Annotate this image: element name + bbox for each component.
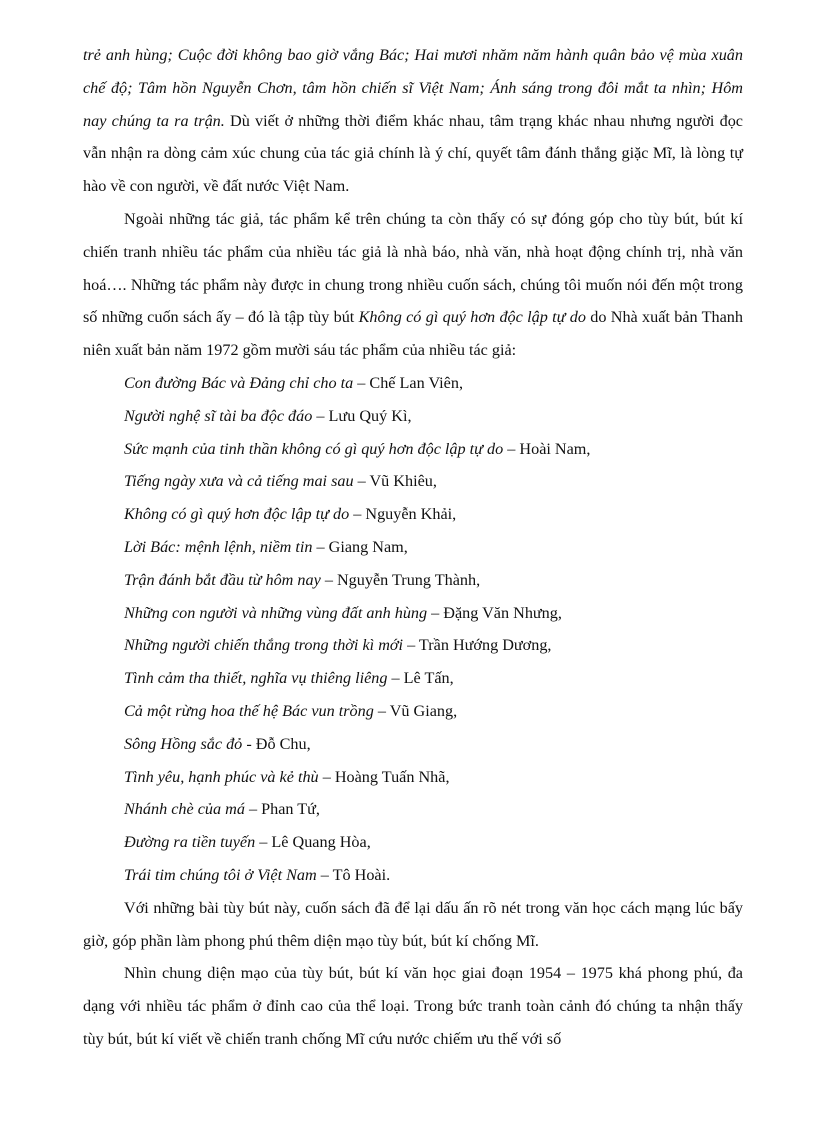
list-item: [83, 564, 743, 597]
work-title: Trái tim chúng tôi ở Việt Nam: [124, 865, 317, 884]
italic-work-titles: trẻ anh hùng; Cuộc đời không bao giờ vắng Bác; Hai mươi nhăm năm hành quân bảo vệ mùa xuân chế độ; Tâm hồn Nguyễn Chơn, tâm hồn chiến sĩ Việt Nam; Ánh sáng trong đôi mắt ta nhìn; Hôm nay chúng ta ra trận.: [83, 46, 743, 130]
work-title: Sức mạnh của tinh thần không có gì quý hơn độc lập tự do: [124, 439, 504, 458]
book-title: Không có gì quý hơn độc lập tự do: [358, 308, 586, 327]
work-title: Tình yêu, hạnh phúc và kẻ thù: [124, 767, 319, 786]
paragraph-overview: Nhìn chung diện mạo của tùy bút, bút kí văn học giai đoạn 1954 – 1975 khá phong phú, đa dạng với nhiều tác phẩm ở đỉnh cao của thể loại. Trong bức tranh toàn cảnh đó chúng ta nhận thấy tùy bút, bút kí viết về chiến tranh chống Mĩ cứu nước chiếm ưu thế với số: [83, 964, 743, 1048]
paragraph-works-continuation: [83, 39, 743, 203]
paragraph-text: do Nhà xuất bản Thanh niên xuất bản năm 1972 gồm mười sáu tác phẩm của nhiều tác giả:: [83, 308, 743, 360]
paragraph-text: Dù viết ở những thời điểm khác nhau, tâm trạng khác nhau nhưng người đọc vẫn nhận ra dòng cảm xúc chung của tác giả chính là ý chí, quyết tâm đánh thắng giặc Mĩ, là lòng tự hào về con người, về đất nước Việt Nam.: [83, 111, 743, 196]
work-author: – Lê Tấn,: [387, 669, 454, 688]
work-title: Đường ra tiền tuyến: [124, 833, 256, 852]
list-item: [83, 531, 743, 564]
list-item: [83, 826, 743, 859]
work-author: – Lưu Quý Kì,: [312, 406, 412, 425]
work-author: – Trần Hướng Dương,: [403, 636, 552, 655]
work-title: Sông Hồng sắc đỏ: [124, 734, 243, 753]
work-title: Tiếng ngày xưa và cả tiếng mai sau: [124, 472, 354, 491]
work-title: Tình cảm tha thiết, nghĩa vụ thiêng liêng: [124, 669, 388, 688]
work-title: Cả một rừng hoa thế hệ Bác vun trồng: [124, 701, 374, 720]
list-item: [83, 662, 743, 695]
list-item: [83, 597, 743, 630]
list-item: [83, 367, 743, 400]
work-author: – Chế Lan Viên,: [353, 373, 463, 392]
work-author: – Hoài Nam,: [503, 439, 591, 458]
work-title: Nhánh chè của má: [124, 800, 245, 819]
work-title: Lời Bác: mệnh lệnh, niềm tin: [124, 537, 313, 556]
paragraph-text: Ngoài những tác giả, tác phẩm kể trên chúng ta còn thấy có sự đóng góp cho tùy bút, bút kí chiến tranh nhiều tác phẩm của nhiều tác giả là nhà báo, nhà văn, nhà hoạt động chính trị, nhà văn hoá…. Những tác phẩm này được in chung trong nhiều cuốn sách, chúng tôi muốn nói đến một trong số những cuốn sách ấy – đó là tập tùy bút: [83, 209, 743, 327]
works-list: [83, 367, 743, 892]
work-title: Những con người và những vùng đất anh hùng: [124, 603, 428, 622]
work-author: – Giang Nam,: [312, 537, 408, 556]
work-title: Những người chiến thắng trong thời kì mới: [124, 636, 404, 655]
document-page: [83, 39, 743, 1056]
work-title: Trận đánh bắt đầu từ hôm nay: [124, 570, 321, 589]
work-author: - Đỗ Chu,: [242, 734, 311, 753]
work-title: Không có gì quý hơn độc lập tự do: [124, 505, 350, 524]
list-item: [83, 695, 743, 728]
list-item: [83, 498, 743, 531]
list-item: [83, 465, 743, 498]
work-author: – Nguyễn Khải,: [349, 505, 457, 524]
work-author: – Hoàng Tuấn Nhã,: [318, 767, 450, 786]
work-author: – Vũ Giang,: [373, 701, 458, 720]
work-author: – Nguyễn Trung Thành,: [320, 570, 481, 589]
paragraph-book-impact: Với những bài tùy bút này, cuốn sách đã để lại dấu ấn rõ nét trong văn học cách mạng lúc bấy giờ, góp phần làm phong phú thêm diện mạo tùy bút, bút kí chống Mĩ.: [83, 898, 743, 950]
work-author: – Đặng Văn Nhưng,: [427, 603, 562, 622]
work-title: Con đường Bác và Đảng chỉ cho ta: [124, 373, 354, 392]
work-author: – Lê Quang Hòa,: [255, 833, 371, 852]
work-author: – Tô Hoài.: [316, 865, 391, 884]
list-item: [83, 400, 743, 433]
paragraph-other-authors: [83, 203, 743, 367]
work-author: – Phan Tứ,: [244, 800, 320, 819]
work-title: Người nghệ sĩ tài ba độc đáo: [124, 406, 313, 425]
list-item: [83, 629, 743, 662]
list-item: [83, 728, 743, 761]
list-item: [83, 859, 743, 892]
list-item: [83, 793, 743, 826]
list-item: [83, 761, 743, 794]
list-item: [83, 433, 743, 466]
work-author: – Vũ Khiêu,: [353, 472, 437, 491]
